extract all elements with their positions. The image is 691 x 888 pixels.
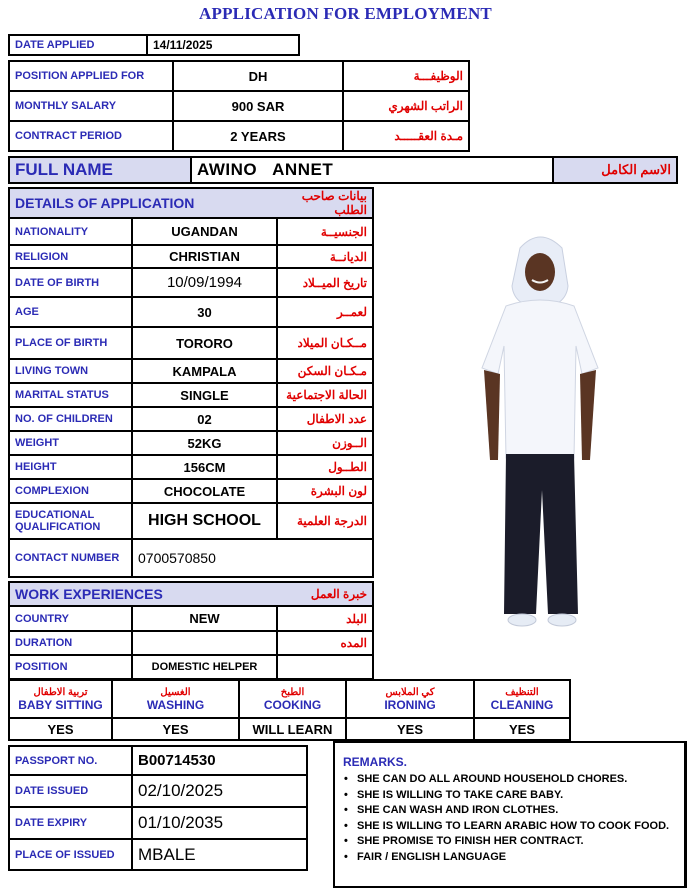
place-issued-label: PLACE OF ISSUED <box>9 839 132 870</box>
remark-item: • SHE IS WILLING TO LEARN ARABIC HOW TO COOK FOOD. <box>357 819 678 835</box>
skill-ironing-value: YES <box>346 718 474 740</box>
dob-value: 10/09/1994 <box>132 268 277 297</box>
position-label: POSITION APPLIED FOR <box>9 61 173 91</box>
date-applied-label: DATE APPLIED <box>9 35 147 55</box>
skill-washing-header: الغسيل WASHING <box>112 680 239 718</box>
details-table <box>8 187 374 578</box>
work-country-ar: البلد <box>277 606 373 631</box>
skill-cooking-header: الطبخ COOKING <box>239 680 346 718</box>
contract-value: 2 YEARS <box>173 121 343 151</box>
dob-label: DATE OF BIRTH <box>9 268 132 297</box>
education-label: EDUCATIONAL QUALIFICATION <box>9 503 132 539</box>
passport-no-value: B00714530 <box>132 746 307 775</box>
date-expiry-value: 01/10/2035 <box>132 807 307 839</box>
marital-status-ar: الحالة الاجتماعية <box>277 383 373 407</box>
page-title: APPLICATION FOR EMPLOYMENT <box>199 4 492 23</box>
place-of-birth-label: PLACE OF BIRTH <box>9 327 132 359</box>
weight-ar: الــوزن <box>277 431 373 455</box>
details-header-ar: بيانات صاحب الطلب <box>277 188 373 218</box>
date-applied-table <box>8 34 300 56</box>
height-label: HEIGHT <box>9 455 132 479</box>
place-of-birth-ar: مــكـان الميلاد <box>277 327 373 359</box>
skill-ironing-header: كي الملابس IRONING <box>346 680 474 718</box>
weight-label: WEIGHT <box>9 431 132 455</box>
remarks-box <box>333 741 687 888</box>
full-name-ar: الاسم الكامل <box>553 157 677 183</box>
children-label: NO. OF CHILDREN <box>9 407 132 431</box>
children-value: 02 <box>132 407 277 431</box>
date-issued-value: 02/10/2025 <box>132 775 307 807</box>
remark-item: • SHE CAN DO ALL AROUND HOUSEHOLD CHORES. <box>357 772 678 788</box>
salary-label: MONTHLY SALARY <box>9 91 173 121</box>
remark-item: • SHE IS WILLING TO TAKE CARE BABY. <box>357 788 678 804</box>
nationality-label: NATIONALITY <box>9 218 132 245</box>
date-issued-label: DATE ISSUED <box>9 775 132 807</box>
complexion-label: COMPLEXION <box>9 479 132 503</box>
position-table <box>8 60 470 152</box>
living-town-value: KAMPALA <box>132 359 277 383</box>
height-value: 156CM <box>132 455 277 479</box>
work-table <box>8 581 374 680</box>
work-country-label: COUNTRY <box>9 606 132 631</box>
position-ar: الوظيفـــة <box>343 61 469 91</box>
date-applied-value: 14/11/2025 <box>147 35 299 55</box>
remark-item: • SHE CAN WASH AND IRON CLOTHES. <box>357 803 678 819</box>
applicant-photo <box>470 228 610 630</box>
children-ar: عدد الاطفال <box>277 407 373 431</box>
date-expiry-label: DATE EXPIRY <box>9 807 132 839</box>
skill-baby-sitting-value: YES <box>9 718 112 740</box>
salary-value: 900 SAR <box>173 91 343 121</box>
religion-ar: الديانــة <box>277 245 373 268</box>
marital-status-value: SINGLE <box>132 383 277 407</box>
full-name-value: AWINO ANNET <box>191 157 553 183</box>
work-duration-label: DURATION <box>9 631 132 655</box>
passport-table <box>8 745 308 871</box>
full-name-label: FULL NAME <box>9 157 191 183</box>
nationality-ar: الجنسيــة <box>277 218 373 245</box>
work-country-value: NEW <box>132 606 277 631</box>
work-position-ar <box>277 655 373 679</box>
complexion-ar: لون البشرة <box>277 479 373 503</box>
dob-ar: تاريخ الميــلاد <box>277 268 373 297</box>
work-duration-value <box>132 631 277 655</box>
marital-status-label: MARITAL STATUS <box>9 383 132 407</box>
contract-label: CONTRACT PERIOD <box>9 121 173 151</box>
salary-ar: الراتب الشهري <box>343 91 469 121</box>
skills-table <box>8 679 571 741</box>
remarks-title: REMARKS. <box>343 755 408 769</box>
work-position-label: POSITION <box>9 655 132 679</box>
contact-label: CONTACT NUMBER <box>9 539 132 577</box>
skill-cleaning-header: التنظيف CLEANING <box>474 680 570 718</box>
skill-washing-value: YES <box>112 718 239 740</box>
place-of-birth-value: TORORO <box>132 327 277 359</box>
complexion-value: CHOCOLATE <box>132 479 277 503</box>
work-position-value: DOMESTIC HELPER <box>132 655 277 679</box>
age-value: 30 <box>132 297 277 327</box>
living-town-ar: مـكـان السكن <box>277 359 373 383</box>
religion-label: RELIGION <box>9 245 132 268</box>
religion-value: CHRISTIAN <box>132 245 277 268</box>
age-label: AGE <box>9 297 132 327</box>
weight-value: 52KG <box>132 431 277 455</box>
contact-value: 0700570850 <box>132 539 373 577</box>
skill-baby-sitting-header: تربية الاطفال BABY SITTING <box>9 680 112 718</box>
full-name-table <box>8 156 678 184</box>
work-duration-ar: المده <box>277 631 373 655</box>
work-header: WORK EXPERIENCES <box>9 582 277 606</box>
remark-item: • SHE PROMISE TO FINISH HER CONTRACT. <box>357 834 678 850</box>
education-value: HIGH SCHOOL <box>132 503 277 539</box>
height-ar: الطــول <box>277 455 373 479</box>
skill-cleaning-value: YES <box>474 718 570 740</box>
education-ar: الدرجة العلمية <box>277 503 373 539</box>
details-header: DETAILS OF APPLICATION <box>9 188 277 218</box>
skill-cooking-value: WILL LEARN <box>239 718 346 740</box>
remark-item: • FAIR / ENGLISH LANGUAGE <box>357 850 678 866</box>
contract-ar: مـدة العقـــــد <box>343 121 469 151</box>
remarks-list <box>343 772 678 865</box>
passport-no-label: PASSPORT NO. <box>9 746 132 775</box>
work-header-ar: خبرة العمل <box>277 582 373 606</box>
nationality-value: UGANDAN <box>132 218 277 245</box>
position-value: DH <box>173 61 343 91</box>
place-issued-value: MBALE <box>132 839 307 870</box>
living-town-label: LIVING TOWN <box>9 359 132 383</box>
age-ar: لعمــر <box>277 297 373 327</box>
